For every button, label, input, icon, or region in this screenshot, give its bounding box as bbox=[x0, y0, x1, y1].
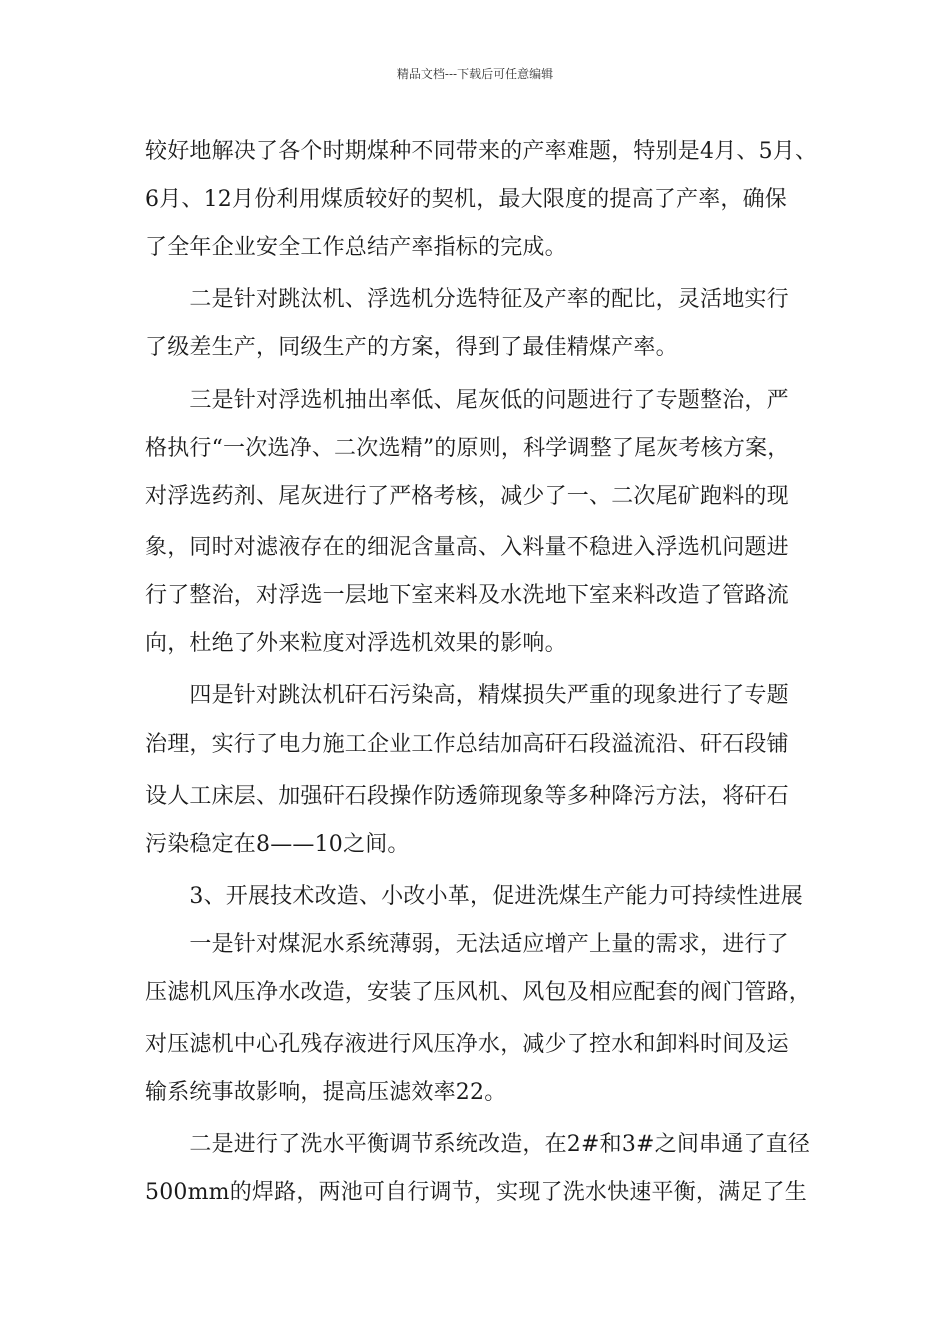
text-line: 输系统事故影响，提高压滤效率22。 bbox=[145, 1080, 507, 1105]
text-line: 治理，实行了电力施工企业工作总结加高矸石段溢流沿、矸石段铺 bbox=[145, 732, 789, 757]
text-line: 设人工床层、加强矸石段操作防透筛现象等多种降污方法，将矸石 bbox=[145, 784, 789, 809]
text-line: 象，同时对滤液存在的细泥含量高、入料量不稳进入浮选机问题进 bbox=[145, 535, 789, 560]
text-line: 对压滤机中心孔残存液进行风压净水，减少了控水和卸料时间及运 bbox=[145, 1032, 789, 1057]
text-line: 三是针对浮选机抽出率低、尾灰低的问题进行了专题整治，严 bbox=[145, 388, 789, 413]
text-line: 二是针对跳汰机、浮选机分选特征及产率的配比，灵活地实行 bbox=[145, 287, 789, 312]
text-line: 了级差生产，同级生产的方案，得到了最佳精煤产率。 bbox=[145, 335, 678, 360]
text-line: 了全年企业安全工作总结产率指标的完成。 bbox=[145, 235, 567, 260]
text-line: 一是针对煤泥水系统薄弱，无法适应增产上量的需求，进行了 bbox=[145, 932, 789, 957]
text-line: 二是进行了洗水平衡调节系统改造，在2#和3#之间串通了直径 bbox=[145, 1132, 811, 1157]
text-line: 500mm的焊路，两池可自行调节，实现了洗水快速平衡，满足了生 bbox=[145, 1180, 807, 1205]
text-line: 行了整治，对浮选一层地下室来料及水洗地下室来料改造了管路流 bbox=[145, 583, 789, 608]
page-header: 精品文档---下载后可任意编辑 bbox=[396, 67, 554, 81]
text-line: 污染稳定在8——10之间。 bbox=[145, 832, 410, 857]
text-line: 较好地解决了各个时期煤种不同带来的产率难题，特别是4月、5月、 bbox=[145, 139, 818, 164]
text-line: 压滤机风压净水改造，安装了压风机、风包及相应配套的阀门管路， bbox=[145, 980, 812, 1005]
text-line: 四是针对跳汰机矸石污染高，精煤损失严重的现象进行了专题 bbox=[145, 683, 789, 708]
text-line: 6月、12月份利用煤质较好的契机，最大限度的提高了产率，确保 bbox=[145, 187, 787, 212]
text-line: 对浮选药剂、尾灰进行了严格考核，减少了一、二次尾矿跑料的现 bbox=[145, 484, 789, 509]
text-line: 向，杜绝了外来粒度对浮选机效果的影响。 bbox=[145, 631, 567, 656]
text-line: 3、开展技术改造、小改小革，促进洗煤生产能力可持续性进展 bbox=[145, 884, 803, 909]
text-line: 格执行“一次选净、二次选精”的原则，科学调整了尾灰考核方案， bbox=[145, 436, 790, 461]
